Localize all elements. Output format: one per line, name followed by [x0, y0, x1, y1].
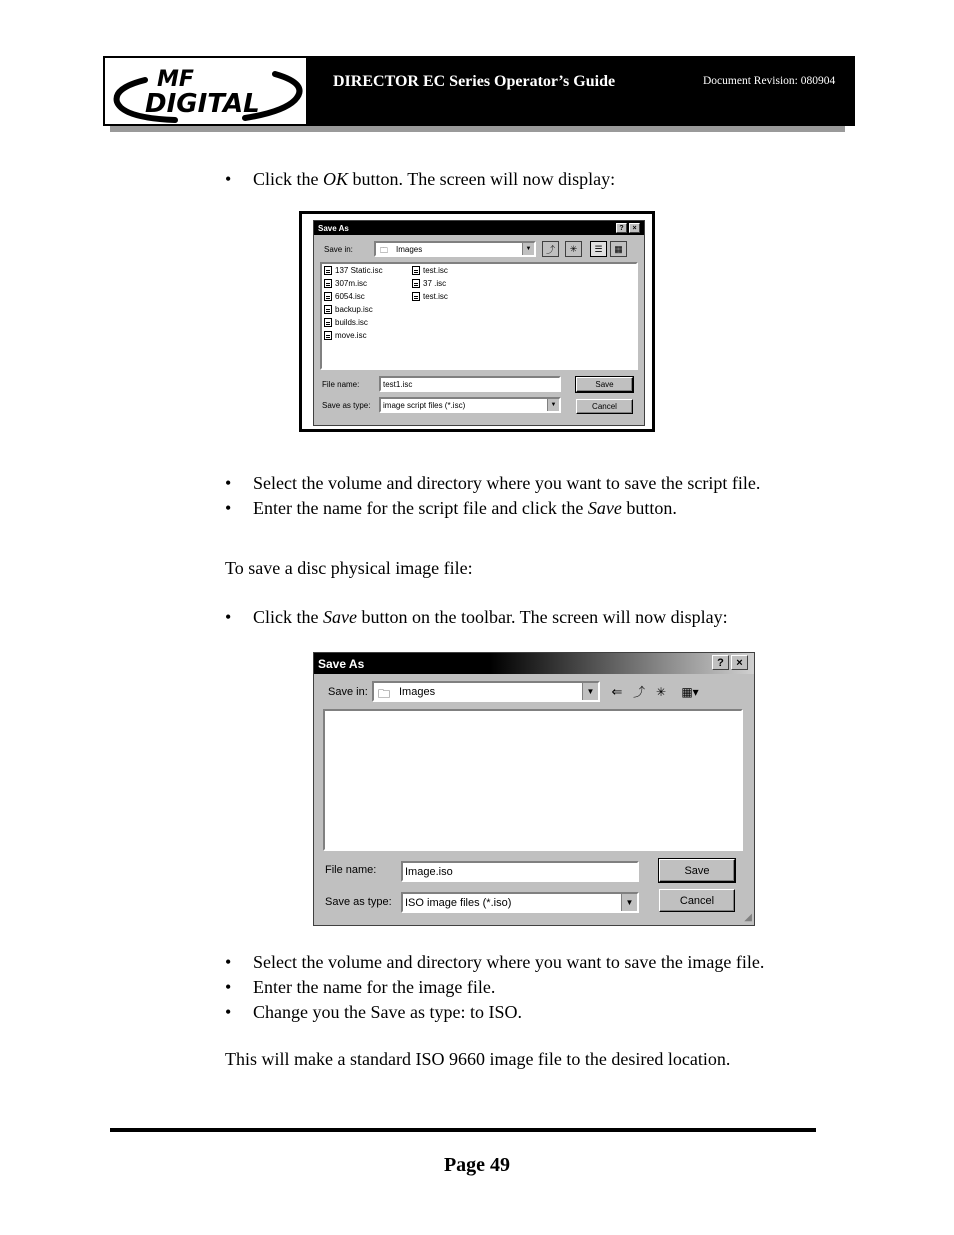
up-folder-icon[interactable]: ⤴ [542, 241, 559, 257]
save-as-type-dropdown[interactable] [379, 397, 561, 413]
file-item[interactable]: 6054.isc [324, 292, 365, 301]
document-title: DIRECTOR EC Series Operator’s Guide [333, 73, 616, 90]
file-item[interactable]: 307m.isc [324, 279, 367, 288]
file-name-input[interactable] [401, 861, 639, 882]
save-in-dropdown[interactable] [372, 681, 600, 702]
save-in-label: Save in: [324, 245, 353, 254]
close-button[interactable]: × [629, 223, 640, 233]
file-name-value: test1.isc [383, 380, 413, 389]
dialog-title: Save As [318, 223, 349, 233]
help-button[interactable]: ? [616, 223, 627, 233]
details-view-icon[interactable]: ▦ [610, 241, 627, 257]
step-enter-script-name: • Enter the name for the script file and click the Save button. [225, 498, 677, 518]
cancel-button[interactable]: Cancel [576, 399, 633, 414]
file-icon [412, 279, 420, 288]
save-as-type-label: Save as type: [325, 896, 392, 908]
chevron-down-icon: ▼ [522, 243, 534, 255]
new-folder-icon[interactable]: ✳ [565, 241, 582, 257]
file-name-input[interactable] [379, 376, 561, 392]
file-item[interactable]: builds.isc [324, 318, 368, 327]
file-item[interactable]: test.isc [412, 292, 448, 301]
file-icon [324, 331, 332, 340]
file-item[interactable]: backup.isc [324, 305, 373, 314]
folder-icon: 🗀 [380, 246, 388, 255]
step-click-ok: • Click the OK button. The screen will now display: [225, 169, 616, 189]
save-in-value: Images [396, 245, 423, 254]
file-item[interactable]: test.isc [412, 266, 448, 275]
file-icon [324, 318, 332, 327]
file-list[interactable] [323, 709, 743, 851]
mf-digital-logo [103, 56, 308, 126]
save-as-dialog-script [313, 220, 645, 426]
file-icon [324, 305, 332, 314]
page-header [103, 56, 855, 126]
file-item[interactable]: 137 Static.isc [324, 266, 383, 275]
dialog-titlebar [314, 221, 644, 235]
footer-rule [110, 1128, 816, 1132]
save-as-type-value: ISO image files (*.iso) [405, 897, 512, 909]
file-icon [412, 266, 420, 275]
file-name-label: File name: [322, 380, 360, 389]
file-name-label: File name: [325, 864, 377, 876]
back-arrow-icon[interactable]: ⇐ [611, 683, 623, 699]
file-list[interactable] [320, 262, 638, 370]
new-folder-icon[interactable]: ✳ [655, 684, 667, 699]
up-folder-icon[interactable]: ⤴ [632, 685, 645, 699]
save-button[interactable]: Save [659, 859, 735, 882]
save-in-value: Images [399, 686, 436, 698]
chevron-down-icon: ▼ [582, 683, 598, 700]
save-in-label: Save in: [328, 686, 368, 698]
file-item[interactable]: move.isc [324, 331, 367, 340]
save-in-dropdown[interactable] [374, 241, 536, 257]
folder-icon: 🗀 [378, 687, 391, 701]
save-as-type-label: Save as type: [322, 401, 371, 410]
image-intro: To save a disc physical image file: [225, 558, 473, 578]
svg-text:MF: MF [157, 67, 194, 92]
save-as-type-value: image script files (*.isc) [383, 401, 466, 410]
save-as-dialog-image [313, 652, 755, 926]
file-icon [324, 292, 332, 301]
step-change-type: • Change you the Save as type: to ISO. [225, 1002, 522, 1022]
chevron-down-icon: ▼ [621, 894, 637, 911]
step-click-save: • Click the Save button on the toolbar. The screen will now display: [225, 607, 728, 627]
chevron-down-icon: ▼ [547, 399, 559, 411]
conclusion-text: This will make a standard ISO 9660 image file to the desired location. [225, 1049, 731, 1069]
svg-text:DIGITAL: DIGITAL [145, 89, 260, 119]
close-button[interactable]: × [731, 655, 748, 670]
save-button[interactable]: Save [576, 377, 633, 392]
step-enter-image-name: • Enter the name for the image file. [225, 977, 496, 997]
view-menu-icon[interactable]: ▦▾ [681, 684, 699, 699]
page-number: Page 49 [443, 1154, 511, 1176]
save-as-type-dropdown[interactable] [401, 892, 639, 913]
cancel-button[interactable]: Cancel [659, 889, 735, 912]
file-icon [412, 292, 420, 301]
list-view-icon[interactable]: ☰ [590, 241, 607, 257]
dialog-title: Save As [318, 656, 365, 671]
file-icon [324, 266, 332, 275]
step-select-script-dir: • Select the volume and directory where you want to save the script file. [225, 473, 761, 493]
dialog-titlebar [314, 653, 754, 674]
resize-grip-icon[interactable]: ◢ [744, 912, 752, 923]
file-icon [324, 279, 332, 288]
step-select-image-dir: • Select the volume and directory where you want to save the image file. [225, 952, 765, 972]
help-button[interactable]: ? [712, 655, 729, 670]
file-item[interactable]: 37 .isc [412, 279, 446, 288]
file-name-value: Image.iso [405, 866, 453, 878]
document-revision: Document Revision: 080904 [703, 75, 836, 87]
